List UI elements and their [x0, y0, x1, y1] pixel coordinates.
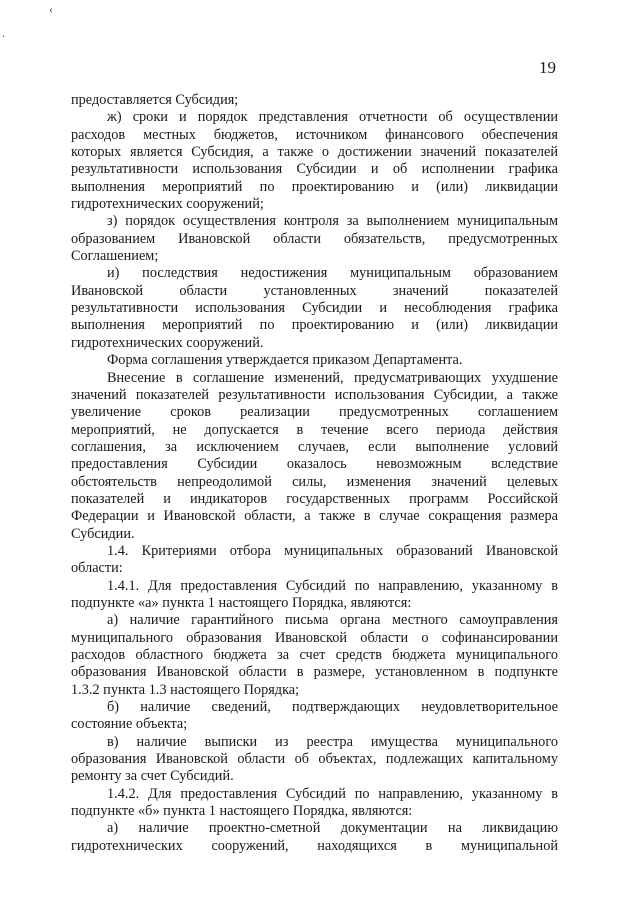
text-line: показателей и индикаторов государственных программ Российской — [71, 490, 558, 507]
paragraph — [71, 820, 558, 855]
text-line: состояние объекта; — [71, 716, 188, 733]
paragraph — [71, 786, 558, 821]
paragraph — [71, 699, 558, 734]
text-line: а) наличие проектно-сметной документации на ликвидацию — [107, 820, 558, 837]
text-line: муниципального образования Ивановской области о софинансировании — [71, 629, 558, 646]
text-line: и) последствия недостижения муниципальным образованием — [107, 265, 558, 282]
paragraph — [71, 109, 558, 213]
text-line: выполнения мероприятий по проектированию и (или) ликвидации — [71, 178, 558, 195]
text-line: Федерации и Ивановской области, а также в случае сокращения размера — [71, 508, 558, 525]
margin-mark-top: ‹ — [49, 2, 53, 16]
text-line: которых является Субсидия, а также о достижении значений показателей — [71, 144, 558, 161]
text-line: Субсидии. — [71, 525, 135, 542]
text-line: результативности использования Субсидии и несоблюдения графика — [71, 300, 558, 317]
text-line: соглашения, за исключением случаев, если выполнение условий — [71, 438, 558, 455]
text-line: Внесение в соглашение изменений, предусматривающих ухудшение — [107, 369, 558, 386]
text-line: гидротехнических сооружений. — [71, 334, 264, 351]
text-line: образования Ивановской области об объектах, подлежащих капитальному — [71, 751, 558, 768]
paragraph — [71, 265, 558, 352]
paragraph — [71, 612, 558, 699]
text-line: предоставления Субсидии оказалось невозможным вследствие — [71, 456, 558, 473]
text-line: з) порядок осуществления контроля за выполнением муниципальным — [107, 213, 558, 230]
text-line: области: — [71, 560, 123, 577]
text-line: 1.4.1. Для предоставления Субсидий по направлению, указанному в — [107, 577, 558, 594]
paragraph — [71, 370, 558, 543]
text-line: обстоятельств непреодолимой силы, изменения значений целевых — [71, 473, 558, 490]
text-line: расходов областного бюджета за счет средств бюджета муниципального — [71, 647, 558, 663]
paragraph — [71, 92, 558, 109]
paragraph — [71, 543, 558, 578]
text-line: выполнения мероприятий по проектированию и (или) ликвидации — [71, 317, 558, 334]
text-line: в) наличие выписки из реестра имущества муниципального — [107, 733, 558, 750]
text-line: 1.4.2. Для предоставления Субсидий по направлению, указанному в — [107, 785, 558, 802]
text-line: образованием Ивановской области обязательств, предусмотренных — [71, 230, 558, 247]
text-line: подпункте «а» пункта 1 настоящего Порядка, являются: — [71, 594, 412, 611]
text-line: ж) сроки и порядок представления отчетности об осуществлении — [107, 109, 558, 126]
text-line: образования Ивановской области в размере, установленном в подпункте — [71, 664, 558, 681]
text-line: Ивановской области установленных значений показателей — [71, 282, 558, 299]
text-line: ремонту за счет Субсидий. — [71, 768, 234, 785]
paragraph — [71, 734, 558, 786]
text-line: результативности использования Субсидии и об исполнении графика — [71, 161, 558, 178]
text-line: гидротехнических сооружений; — [71, 196, 264, 213]
document-body — [71, 92, 558, 855]
text-line: б) наличие сведений, подтверждающих неудовлетворительное — [107, 699, 558, 716]
text-line: 1.3.2 пункта 1.3 настоящего Порядка; — [71, 681, 300, 698]
margin-mark-left: . — [2, 26, 5, 40]
text-line: предоставляется Субсидия; — [71, 92, 239, 108]
text-line: подпункте «б» пункта 1 настоящего Порядка, являются: — [71, 803, 413, 820]
text-line: Соглашением; — [71, 248, 159, 265]
text-line: значений показателей результативности использования Субсидии, а также — [71, 386, 558, 403]
text-line: увеличение сроков реализации предусмотренных соглашением — [71, 404, 558, 421]
text-line: Форма соглашения утверждается приказом Департамента. — [107, 352, 463, 369]
text-line: мероприятий, не допускается в течение всего периода действия — [71, 421, 558, 438]
paragraph — [71, 578, 558, 613]
paragraph — [71, 213, 558, 265]
text-line: а) наличие гарантийного письма органа местного самоуправления — [107, 612, 558, 629]
text-line: 1.4. Критериями отбора муниципальных образований Ивановской — [107, 542, 558, 559]
paragraph — [71, 352, 558, 369]
page-number: 19 — [539, 58, 556, 77]
text-line: расходов местных бюджетов, источником финансового обеспечения — [71, 126, 558, 143]
text-line: гидротехнических сооружений, находящихся в муниципальной — [71, 837, 558, 854]
